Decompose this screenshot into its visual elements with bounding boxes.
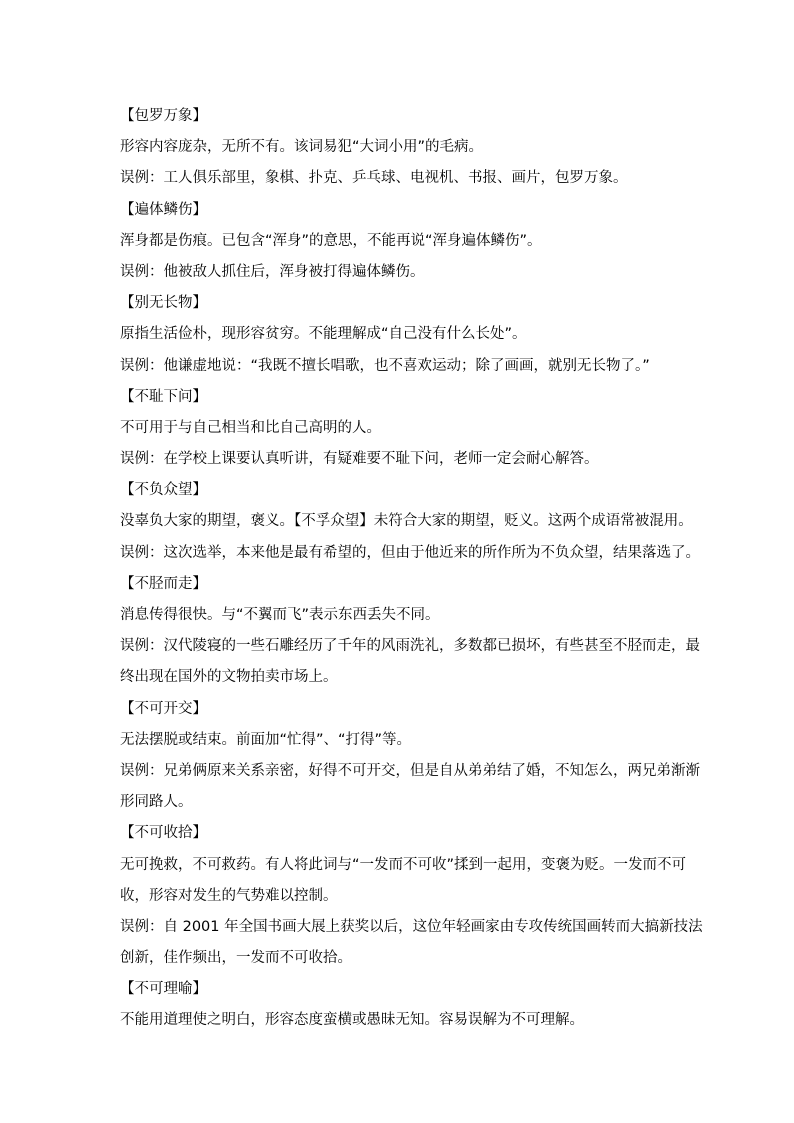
- entry-example-continued: 形同路人。: [120, 794, 193, 811]
- entry-definition: 不可用于与自己相当和比自己高明的人。: [120, 419, 381, 436]
- entry-example-continued: 终出现在国外的文物拍卖市场上。: [120, 669, 338, 686]
- entry-definition: 浑身都是伤痕。已包含“浑身”的意思，不能再说“浑身遍体鳞伤”。: [120, 232, 542, 249]
- entry-title: 【不耻下问】: [120, 388, 207, 405]
- entry-example: 误例：工人俱乐部里，象棋、扑克、乒乓球、电视机、书报、画片，包罗万象。: [120, 170, 628, 187]
- entry-title: 【别无长物】: [120, 295, 207, 312]
- entry-title: 【包罗万象】: [120, 108, 207, 124]
- entry-title: 【不可开交】: [120, 700, 207, 717]
- entry-definition-continued: 收，形容对发生的气势难以控制。: [120, 887, 338, 904]
- entry-title: 【不可理喻】: [120, 981, 207, 998]
- entry-definition: 无法摆脱或结束。前面加“忙得”、“打得”等。: [120, 731, 412, 748]
- document-body: [120, 101, 703, 1037]
- entry-example: 误例：兄弟俩原来关系亲密，好得不可开交，但是自从弟弟结了婚，不知怎么，两兄弟渐渐: [120, 762, 700, 779]
- entry-example-continued: 创新，佳作频出，一发而不可收拾。: [120, 950, 352, 967]
- entry-definition: 无可挽救，不可救药。有人将此词与“一发而不可收”揉到一起用，变褒为贬。一发而不可: [120, 856, 687, 873]
- entry-title: 【不负众望】: [120, 482, 207, 499]
- entry-title: 【遍体鳞伤】: [120, 201, 207, 218]
- entry-example: 误例：自 2001 年全国书画大展上获奖以后，这位年轻画家由专攻传统国画转而大搞新技法: [120, 918, 703, 935]
- entry-definition: 原指生活俭朴，现形容贫穷。不能理解成“自己没有什么长处”。: [120, 326, 527, 343]
- entry-example: 误例：这次选举，本来他是最有希望的，但由于他近来的所作所为不负众望，结果落选了。: [120, 544, 700, 561]
- entry-example: 误例：汉代陵寝的一些石雕经历了千年的风雨洗礼，多数都已损坏，有些甚至不胫而走，最: [120, 638, 700, 655]
- entry-definition: 没辜负大家的期望，褒义。【不孚众望】未符合大家的期望，贬义。这两个成语常被混用。: [120, 513, 693, 530]
- entry-definition: 形容内容庞杂，无所不有。该词易犯“大词小用”的毛病。: [120, 139, 484, 156]
- entry-definition: 不能用道理使之明白，形容态度蛮横或愚昧无知。容易误解为不可理解。: [120, 1012, 584, 1029]
- entry-example: 误例：他被敌人抓住后，浑身被打得遍体鳞伤。: [120, 263, 425, 280]
- entry-example: 误例：在学校上课要认真听讲，有疑难要不耻下问，老师一定会耐心解答。: [120, 451, 599, 468]
- entry-title: 【不胫而走】: [120, 575, 207, 592]
- entry-definition: 消息传得很快。与“不翼而飞”表示东西丢失不同。: [120, 607, 440, 623]
- entry-title: 【不可收拾】: [120, 825, 207, 842]
- entry-example: 误例：他谦虚地说：“我既不擅长唱歌，也不喜欢运动；除了画画，就别无长物了。”: [120, 357, 650, 374]
